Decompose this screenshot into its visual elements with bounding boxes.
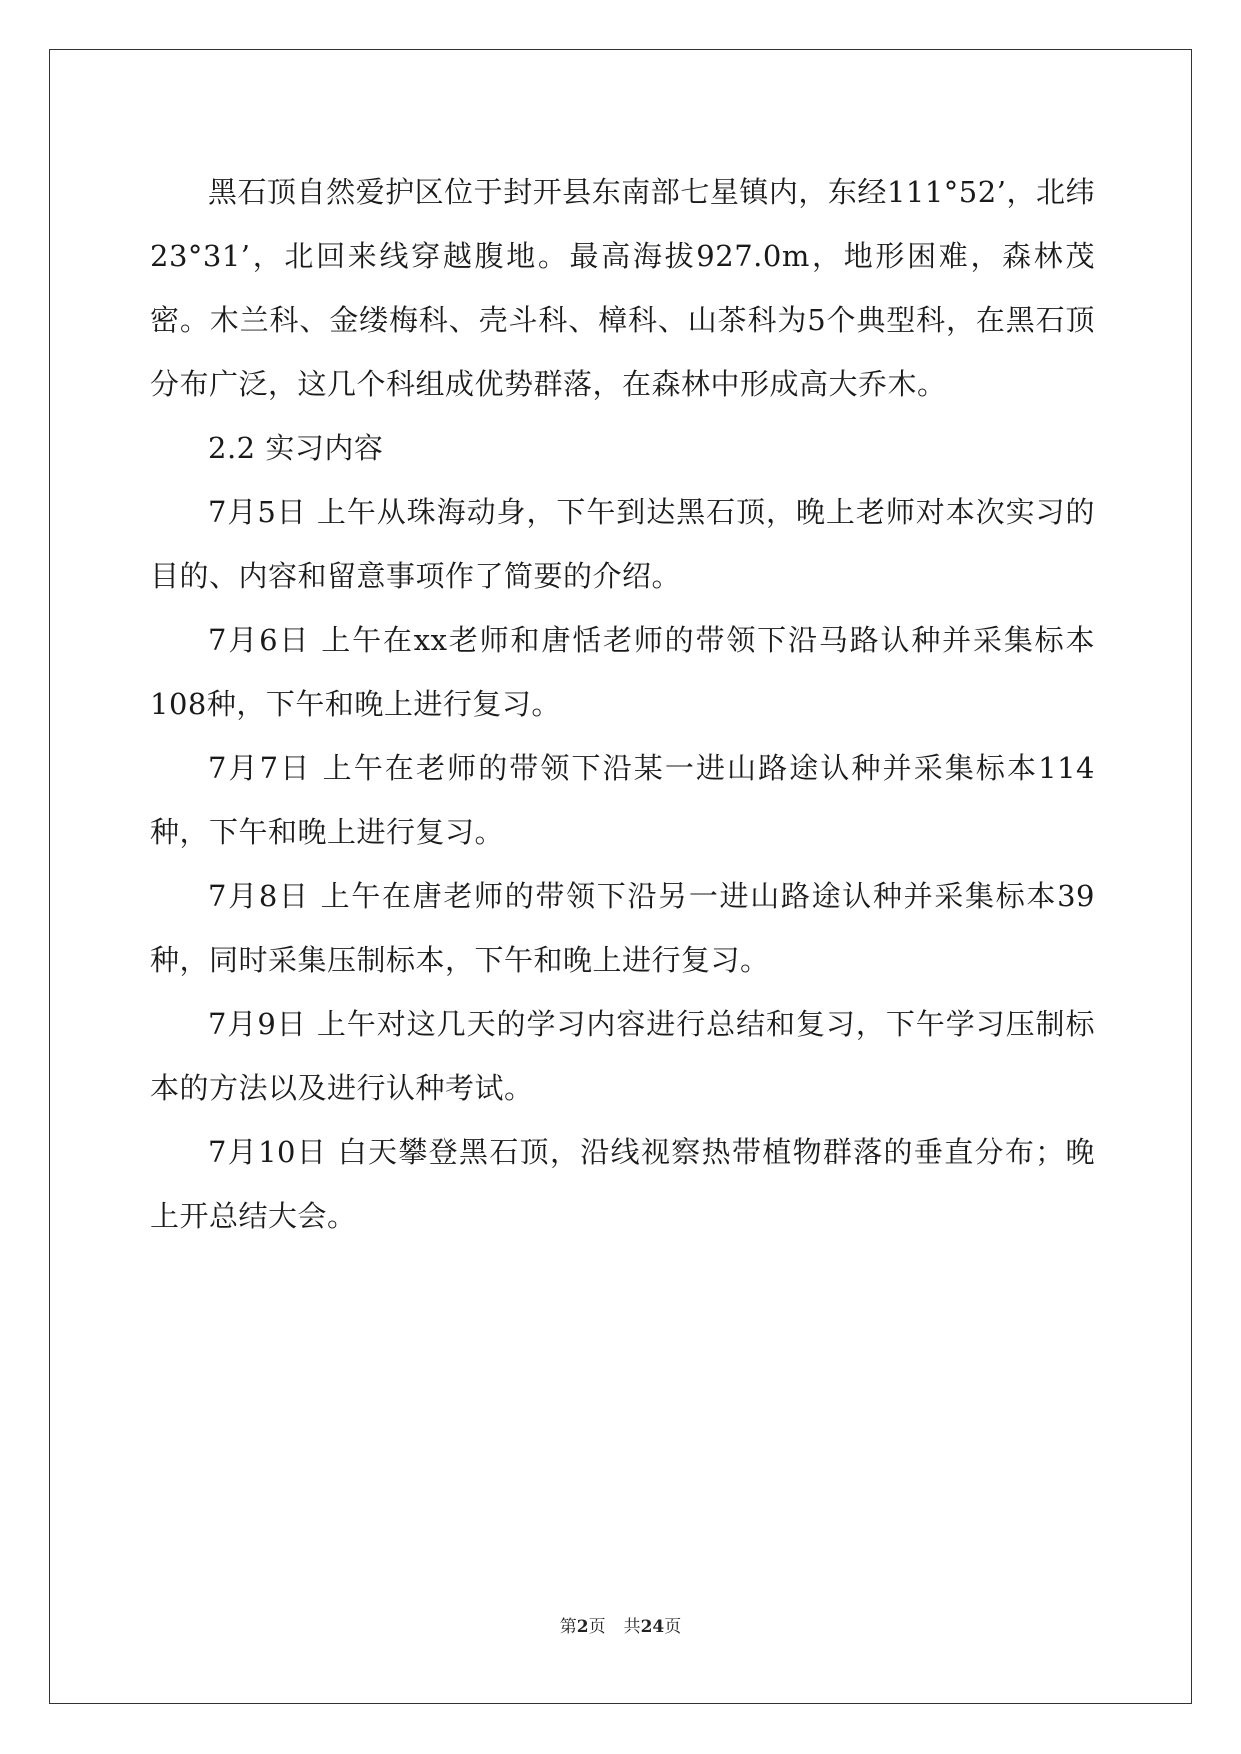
section-heading-internship-content: 2.2 实习内容 <box>208 431 384 465</box>
paragraph-day-july-7: 7月7日 上午在老师的带领下沿某一进山路途认种并采集标本114种，下午和晚上进行复习。 <box>150 751 1095 849</box>
total-pages: 24 <box>640 1617 665 1637</box>
total-suffix: 页 <box>664 1617 682 1637</box>
page-footer <box>0 1612 1241 1637</box>
paragraph-day-july-8: 7月8日 上午在唐老师的带领下沿另一进山路途认种并采集标本39种，同时采集压制标本，下午和晚上进行复习。 <box>150 879 1095 977</box>
paragraph-day-july-5: 7月5日 上午从珠海动身，下午到达黑石顶，晚上老师对本次实习的目的、内容和留意事项作了简要的介绍。 <box>150 495 1095 593</box>
total-prefix: 共 <box>623 1617 641 1637</box>
paragraph-day-july-6: 7月6日 上午在xx老师和唐恬老师的带领下沿马路认种并采集标本108种，下午和晚上进行复习。 <box>150 623 1095 721</box>
paragraph-day-july-10: 7月10日 白天攀登黑石顶，沿线视察热带植物群落的垂直分布；晚上开总结大会。 <box>150 1135 1095 1233</box>
page-suffix: 页 <box>588 1617 606 1637</box>
page-prefix: 第 <box>559 1617 577 1637</box>
page-number: 2 <box>576 1617 589 1637</box>
paragraph-day-july-9: 7月9日 上午对这几天的学习内容进行总结和复习，下午学习压制标本的方法以及进行认种考试。 <box>150 1007 1095 1105</box>
document-body <box>150 160 1095 1248</box>
paragraph-reserve-location: 黑石顶自然爱护区位于封开县东南部七星镇内，东经111°52’，北纬23°31’，北回来线穿越腹地。最高海拔927.0m，地形困难，森林茂密。木兰科、金缕梅科、壳斗科、樟科、山茶科为5个典型科，在黑石顶分布广泛，这几个科组成优势群落，在森林中形成高大乔木。 <box>150 175 1095 401</box>
